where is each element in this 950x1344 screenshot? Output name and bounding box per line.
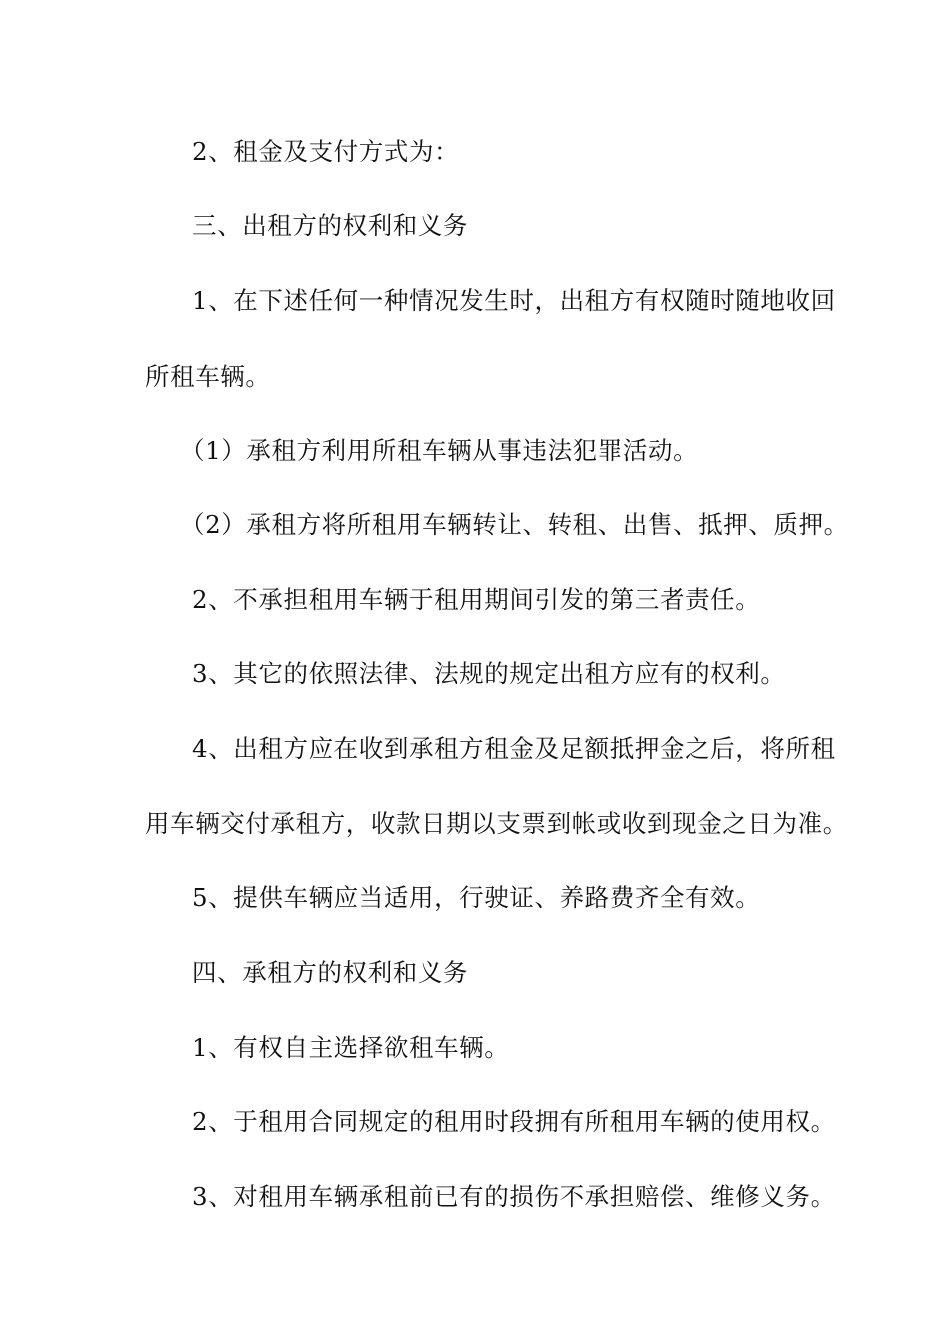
lessor-subclause-2: （2）承租方将所租用车辆转让、转租、出售、抵押、质押。 (180, 510, 849, 539)
section-heading-lessee-rights: 四、承租方的权利和义务 (192, 958, 469, 987)
lessor-subclause-1: （1）承租方利用所租车辆从事违法犯罪活动。 (180, 436, 699, 465)
lessor-clause-5: 5、提供车辆应当适用，行驶证、养路费齐全有效。 (192, 883, 761, 912)
lessor-clause-4-line-1: 4、出租方应在收到承租方租金及足额抵押金之后，将所租 (192, 734, 836, 763)
lessee-clause-2: 2、于租用合同规定的租用时段拥有所租用车辆的使用权。 (192, 1107, 836, 1136)
lessor-clause-4-line-2: 用车辆交付承租方，收款日期以支票到帐或收到现金之日为准。 (145, 809, 848, 838)
lessor-clause-3: 3、其它的依照法律、法规的规定出租方应有的权利。 (192, 659, 786, 688)
lessee-clause-3: 3、对租用车辆承租前已有的损伤不承担赔偿、维修义务。 (192, 1182, 836, 1211)
lessee-clause-1: 1、有权自主选择欲租车辆。 (192, 1033, 510, 1062)
rent-payment-clause: 2、租金及支付方式为： (192, 137, 460, 166)
lessor-clause-2: 2、不承担租用车辆于租用期间引发的第三者责任。 (192, 585, 761, 614)
section-heading-lessor-rights: 三、出租方的权利和义务 (192, 211, 469, 240)
lessor-clause-1-line-2: 所租车辆。 (145, 362, 271, 391)
lessor-clause-1-line-1: 1、在下述任何一种情况发生时，出租方有权随时随地收回 (192, 286, 836, 315)
